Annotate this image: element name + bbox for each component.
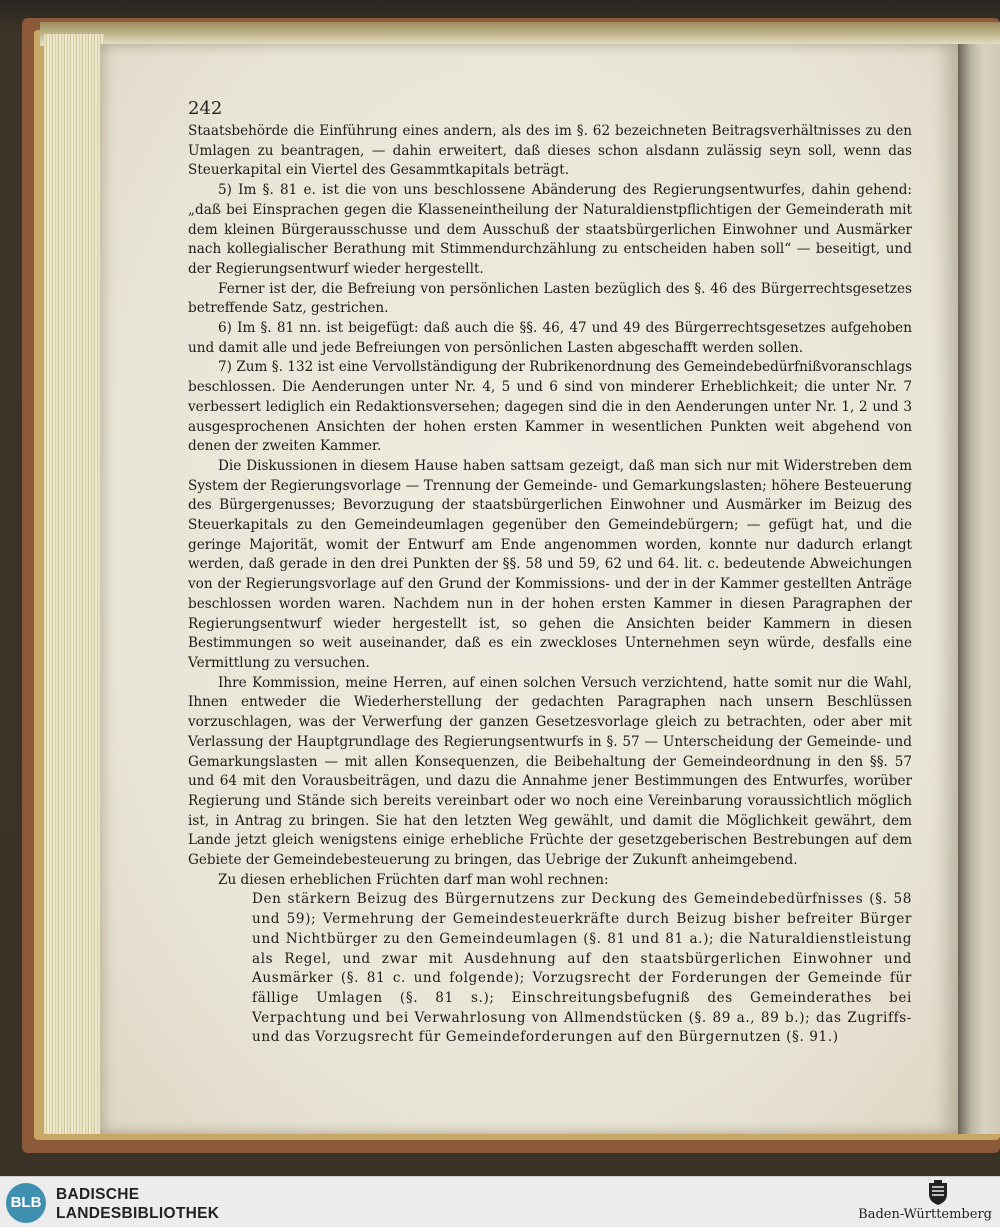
baden-wuerttemberg-crest-icon [926, 1180, 950, 1206]
paragraph: Ferner ist der, die Befreiung von persönlichen Lasten bezüglich des §. 46 des Bürgerrechtsgesetzes betreffende Satz, gestrichen. [188, 280, 912, 317]
page-number: 242 [188, 98, 223, 119]
paragraph: 7) Zum §. 132 ist eine Vervollständigung der Rubrikenordnung des Gemeindebedürfnißvoranschlags beschlossen. Die Aenderungen unter Nr. 4, 5 und 6 sind von minderer Erheblichkeit; die unter Nr. 7 verbessert lediglich ein Redaktionsversehen; dagegen sind die in den Aenderungen unter Nr. 1, 2 und 3 ausgesprochenen Ansichten der hohen ersten Kammer in wesentlichen Punkten weit abgehend von denen der zweiten Kammer. [188, 359, 912, 455]
paragraph: 6) Im §. 81 nn. ist beigefügt: daß auch die §§. 46, 47 und 49 des Bürgerrechtsgesetzes aufgehoben und damit alle und jede Befreiungen von persönlichen Lasten abgeschafft werden sollen. [188, 320, 912, 356]
state-name: Baden-Württemberg [858, 1207, 992, 1222]
page-edges [44, 34, 104, 1134]
paragraph: Ihre Kommission, meine Herren, auf einen solchen Versuch verzichtend, hatte somit nur die Wahl, Ihnen entweder die Wiederherstellung der gedachten Paragraphen nach unsern Beschlüssen vorzuschlagen, was der Verwerfung der ganzen Gesetzesvorlage gleich zu betrachten, oder aber mit Verlassung der Hauptgrundlage des Regierungsentwurfs in §. 57 — Unterscheidung der Gemeinde- und Gemarkungslasten — mit allen Konsequenzen, die Beibehaltung der Gemeindeordnung in den §§. 57 und 64 mit den Vorausbeiträgen, und dazu die Annahme jener Bestimmungen des Entwurfes, worüber Regierung und Stände sich bereits vereinbart oder wo noch eine Vereinbarung voraussichtlich möglich ist, in Antrag zu bringen. Sie hat den letzten Weg gewählt, und damit die Möglichkeit gewährt, dem Lande jetzt gleich wenigstens einige erhebliche Früchte der gesetzgeberischen Bestrebungen auf dem Gebiete der Gemeindebesteuerung zu bringen, das Uebrige der Zukunft anheimgebend. [188, 674, 912, 869]
paragraph: Die Diskussionen in diesem Hause haben sattsam gezeigt, daß man sich nur mit Widerstreben dem System der Regierungsvorlage — Trennung der Gemeinde- und Gemarkungslasten; höhere Besteuerung des Bürgergenusses; Bevorzugung der staatsbürgerlichen Einwohner und Ausmärker im Beizug des Steuerkapitals zu den Gemeindeumlagen gegenüber den Gemeindebürgern; — gefügt hat, und die geringe Majorität, womit der Entwurf am Ende angenommen worden, konnte nur dadurch erlangt werden, daß gerade in den drei Punkten der §§. 58 und 59, 62 und 64. lit. c. bedeutende Abweichungen von der Regierungsvorlage auf den Grund der Kommissions- und der in der Kammer gestellten Anträge beschlossen worden waren. Nachdem nun in der hohen ersten Kammer in diesen Paragraphen der Regierungsentwurf wieder hergestellt ist, so gehen die Ansichten beider Kammern in diesen Bestimmungen so weit auseinander, daß es ein zweckloses Unternehmen seyn würde, desfalls eine Vermittlung zu versuchen. [188, 457, 912, 671]
spaced-quote-block: Den stärkern Beizug des Bürgernutzens zur Deckung des Gemeindebedürfnisses (§. 58 und 59); Vermehrung der Gemeindesteuerkräfte durch Beizug bisher befreiter Bürger und Nichtbürger zu den Gemeindeumlagen (§. 81 und 81 a.); die Naturaldienstleistung als Regel, und zwar mit Ausdehnung auf den staatsbürgerlichen Einwohner und Ausmärker (§. 81 c. und folgende); Vorzugsrecht der Forderungen der Gemeinde für fällige Umlagen (§. 81 s.); Einschreitungsbefugniß des Gemeinderathes bei Verpachtung und bei Verwahrlosung von Allmendstücken (§. 89 a., 89 b.); das Zugriffs- und das Vorzugsrecht für Gemeindeforderungen auf den Bürgernutzen (§. 91.) [252, 891, 912, 1046]
page-top-edge [40, 22, 1000, 46]
blb-logo-icon[interactable]: BLB [6, 1183, 46, 1223]
library-name-line2: LANDESBIBLIOTHEK [56, 1205, 220, 1222]
paragraph: Zu diesen erheblichen Früchten darf man wohl rechnen: [218, 871, 609, 888]
book-gutter [958, 44, 1000, 1134]
footer-banner [0, 1176, 1000, 1227]
paragraph: 5) Im §. 81 e. ist die von uns beschlossene Abänderung des Regierungsentwurfes, dahin gehend: „daß bei Einsprachen gegen die Klasseneintheilung der Naturaldienstpflichtigen der Gemeinderath mit dem kleinen Bürgerausschusse und dem Ausschuß der staatsbürgerlichen Einwohner und Ausmärker nach kollegialischer Berathung mit Stimmendurchzählung zu entscheiden haben soll“ — beseitigt, und der Regierungsentwurf wieder hergestellt. [188, 182, 912, 277]
library-name-line1: BADISCHE [56, 1186, 140, 1203]
page-text [188, 122, 912, 1048]
library-name[interactable] [56, 1185, 219, 1223]
paragraph: Staatsbehörde die Einführung eines andern, als des im §. 62 bezeichneten Beitragsverhältnisses zu den Umlagen zu beantragen, — dahin erweitert, daß dieses schon alsdann zulässig seyn soll, wenn das Steuerkapital ein Viertel des Gesammtkapitals beträgt. [188, 123, 912, 179]
